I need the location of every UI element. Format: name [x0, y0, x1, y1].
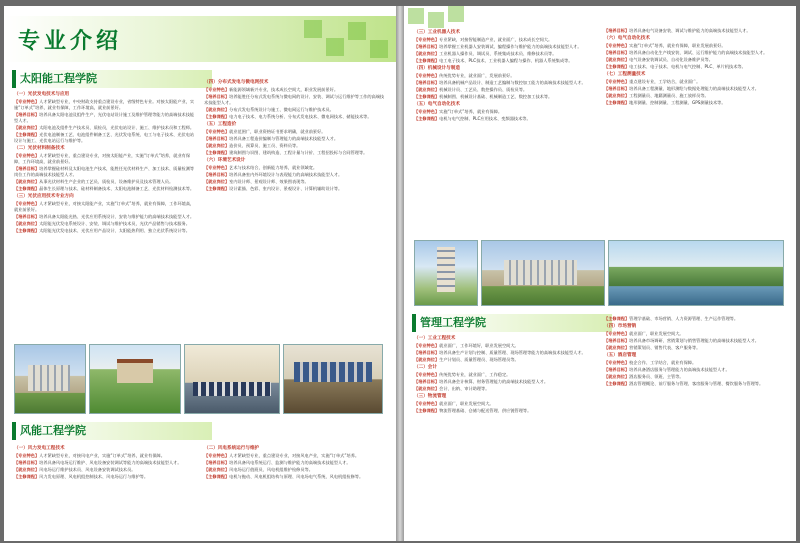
paragraph-text: 培养具备室内外环境设计与表现能力的高端技术技能型人才。	[229, 172, 343, 177]
paragraph-label: 【专业特色】	[204, 165, 230, 170]
paragraph-label: 【专业特色】	[414, 73, 440, 78]
paragraph-text: 电气设备安装调试员、自动化设备维护员等。	[629, 57, 713, 62]
deco-square	[326, 38, 344, 56]
major-subheading: （一）光伏发电技术与应用	[14, 92, 70, 97]
paragraph-text: 电工电子技术、PLC技术、工业机器人编程与操作、机器人系统集成等。	[439, 58, 573, 63]
major-paragraph	[414, 44, 596, 50]
paragraph-text: 工程测量员、地籍测量员、施工放样员等。	[629, 93, 709, 98]
paragraph-text: 营销策划员、销售代表、客户服务等。	[629, 345, 701, 350]
major-subheading: （三）工业机器人技术	[414, 30, 460, 35]
deco-square	[428, 12, 444, 28]
paragraph-label: 【专业特色】	[414, 401, 440, 406]
paragraph-label: 【培养目标】	[414, 80, 440, 85]
paragraph-text: 工业机器人操作员、调试员、系统集成技术员、维修技术员等。	[439, 51, 557, 56]
major-paragraph	[414, 80, 596, 86]
major-paragraph	[204, 460, 386, 466]
major-paragraph	[204, 165, 386, 171]
major-subheading: （四）市场营销	[604, 324, 637, 329]
paragraph-label: 【就业岗位】	[604, 374, 630, 379]
major-subheading: （七）工程测量技术	[604, 72, 646, 77]
campus-building-photo	[481, 240, 605, 306]
paragraph-label: 【专业特色】	[204, 129, 230, 134]
major-paragraph	[204, 150, 386, 156]
wind-column-1	[14, 444, 196, 538]
paragraph-label: 【就业岗位】	[14, 467, 40, 472]
major-paragraph	[414, 350, 596, 356]
paragraph-text: 电机与电气控制、PLC应用技术、变频器技术等。	[439, 116, 531, 121]
paragraph-label: 【培养目标】	[14, 460, 40, 465]
major-paragraph	[204, 453, 386, 459]
right-upper-column-1	[414, 28, 596, 236]
paragraph-label: 【主修课程】	[604, 316, 630, 321]
major-paragraph	[14, 467, 196, 473]
paragraph-label: 【主修课程】	[14, 228, 40, 233]
major-paragraph	[604, 374, 786, 380]
paragraph-label: 【培养目标】	[604, 338, 630, 343]
left-page	[4, 6, 396, 541]
paragraph-text: 校企合作、工学结合，就业有保障。	[629, 360, 697, 365]
paragraph-label: 【就业岗位】	[14, 221, 40, 226]
major-paragraph	[414, 372, 596, 378]
paragraph-text: 光伏电池制备工艺、电池组件制备工艺、光伏发电系统、电工与电子技术、光伏电站设计与施工、光伏电站运行与维护等。	[14, 132, 195, 143]
paragraph-label: 【培养目标】	[414, 44, 440, 49]
paragraph-label: 【专业特色】	[604, 79, 630, 84]
paragraph-text: 培养具备工程测量、地形测绘与数据处理能力的高端技术技能型人才。	[629, 86, 759, 91]
paragraph-text: 会计、出纳、审计助理等。	[439, 386, 490, 391]
major-paragraph	[204, 474, 386, 480]
paragraph-text: 实施“订单式”培养，就业有保障，职业发展前景好。	[629, 43, 726, 48]
major-subheading: （五）酒店管理	[604, 353, 637, 358]
paragraph-label: 【主修课程】	[14, 186, 40, 191]
major-paragraph	[14, 228, 196, 234]
management-column-2	[604, 316, 786, 538]
paragraph-label: 【培养目标】	[604, 86, 630, 91]
major-paragraph	[414, 408, 596, 414]
paragraph-label: 【培养目标】	[14, 214, 40, 219]
classroom-photo	[184, 344, 280, 414]
paragraph-text: 人才紧缺型专业，重点建设专业，对接风电产业，实施“订单式”培养。	[229, 453, 360, 458]
major-paragraph	[414, 51, 596, 57]
paragraph-label: 【主修课程】	[14, 474, 40, 479]
paragraph-text: 培养掌握工业机器人安装调试、编程操作与维护能力的高端技术技能型人才。	[439, 44, 582, 49]
paragraph-text: 酒店服务员、领班、主管等。	[629, 374, 684, 379]
section-heading-solar	[12, 70, 212, 88]
paragraph-text: 风力发电原理、风电机组控制技术、风电场运行与维护等。	[39, 474, 149, 479]
paragraph-label: 【主修课程】	[414, 408, 440, 413]
paragraph-text: 培养具备太阳电池及组件生产，光伏电站设计施工及维护管理等能力的高端技术技能型人才。	[14, 112, 195, 123]
major-paragraph	[414, 37, 596, 43]
deco-square	[408, 8, 424, 24]
paragraph-label: 【就业岗位】	[204, 467, 230, 472]
paragraph-text: 培养具备电气设备安装、调试与维护能力的高端技术技能型人才。	[629, 28, 751, 33]
paragraph-text: 就业面广，职业发展空间大。	[439, 401, 494, 406]
paragraph-label: 【专业特色】	[14, 453, 40, 458]
major-paragraph	[14, 166, 196, 178]
section-heading-wind	[12, 422, 212, 440]
major-paragraph	[14, 132, 196, 144]
major-paragraph	[14, 125, 196, 131]
paragraph-text: 管理学基础、市场营销、人力资源管理、生产运作管理等。	[629, 316, 739, 321]
campus-photo-strip-2	[414, 240, 786, 306]
section-heading-text: 太阳能工程学院	[20, 72, 97, 85]
paragraph-label: 【就业岗位】	[204, 143, 230, 148]
major-paragraph	[14, 221, 196, 227]
paragraph-label: 【培养目标】	[204, 172, 230, 177]
paragraph-label: 【就业岗位】	[204, 107, 230, 112]
paragraph-text: 分布式发电系统设计与施工、微电网运行与维护技术员。	[229, 107, 334, 112]
paragraph-label: 【培养目标】	[204, 136, 230, 141]
major-paragraph	[604, 100, 786, 106]
major-paragraph	[604, 316, 786, 322]
garden-photo	[89, 344, 181, 414]
major-paragraph	[414, 94, 596, 100]
major-paragraph	[604, 79, 786, 85]
paragraph-label: 【专业特色】	[604, 43, 630, 48]
paragraph-label: 【就业岗位】	[14, 125, 40, 130]
paragraph-text: 就业范围广，职业资格证书要求明确，就业前景好。	[229, 129, 326, 134]
paragraph-text: 培养具备酒店服务与管理能力的高端技术技能型人才。	[629, 367, 730, 372]
major-subheading: （一）风力发电工程技术	[14, 446, 65, 451]
right-deco-band	[404, 6, 796, 30]
paragraph-text: 风电场运行值班员、风电机组维护检修员等。	[229, 467, 313, 472]
major-paragraph	[414, 109, 596, 115]
major-paragraph	[604, 43, 786, 49]
major-paragraph	[604, 381, 786, 387]
laboratory-photo	[283, 344, 383, 414]
paragraph-label: 【专业特色】	[14, 153, 40, 158]
paragraph-text: 从事光伏材料生产企业的工艺员、质检员、设备维护员及技术管理人员。	[39, 179, 174, 184]
paragraph-text: 培养能胜任分布式发电系统与微电网的设计、安装、调试与运行维护等工作的高端技术技能型人才。	[204, 94, 385, 105]
paragraph-label: 【培养目标】	[604, 50, 630, 55]
paragraph-text: 培养具备机械产品设计、制造工艺编制与数控加工能力的高端技术技能型人才。	[439, 80, 586, 85]
paragraph-label: 【就业岗位】	[414, 357, 440, 362]
paragraph-label: 【培养目标】	[14, 166, 40, 171]
paragraph-label: 【就业岗位】	[414, 87, 440, 92]
paragraph-label: 【专业特色】	[14, 201, 40, 206]
building-photo	[14, 344, 86, 414]
deco-square	[348, 22, 366, 40]
major-subheading: （五）电气自动化技术	[414, 102, 460, 107]
major-paragraph	[14, 474, 196, 480]
paragraph-text: 培养具备市场调研、营销策划与销售管理能力的高端技术技能型人才。	[629, 338, 759, 343]
paragraph-text: 培养具备风电场运行维护、风电设备安装调试等能力的高端技术技能型人才。	[39, 460, 182, 465]
paragraph-label: 【就业岗位】	[604, 57, 630, 62]
paragraph-label: 【就业岗位】	[604, 93, 630, 98]
paragraph-label: 【就业岗位】	[604, 345, 630, 350]
paragraph-text: 电机与拖动、风电机组结构与原理、风电场电气系统、风电机组检修等。	[229, 474, 364, 479]
paragraph-label: 【主修课程】	[604, 64, 630, 69]
paragraph-label: 【专业特色】	[414, 109, 440, 114]
paragraph-label: 【主修课程】	[204, 474, 230, 479]
paragraph-text: 培养掌握硅材料及太阳电池生产技术，能胜任光伏材料生产、加工技术、质量检测等岗位工作的高端技术技能型人才。	[14, 166, 195, 177]
paragraph-label: 【就业岗位】	[204, 179, 230, 184]
paragraph-label: 【培养目标】	[414, 350, 440, 355]
paragraph-text: 新能源领域新兴专业，技术成长空间大，职业发展前景好。	[229, 87, 339, 92]
paragraph-label: 【专业特色】	[414, 343, 440, 348]
major-paragraph	[14, 112, 196, 124]
major-subheading: （三）光伏应用技术专业方向	[14, 194, 74, 199]
major-paragraph	[414, 401, 596, 407]
major-paragraph	[204, 179, 386, 185]
major-subheading: （二）风电系统运行与维护	[204, 446, 260, 451]
paragraph-label: 【培养目标】	[204, 460, 230, 465]
right-page	[404, 6, 796, 541]
major-paragraph	[604, 331, 786, 337]
paragraph-text: 酒店管理概论、前厅服务与管理、客房服务与管理、餐饮服务与管理等。	[629, 381, 764, 386]
page-gutter	[396, 6, 404, 541]
paragraph-label: 【主修课程】	[604, 381, 630, 386]
paragraph-label: 【专业特色】	[604, 331, 630, 336]
paragraph-label: 【培养目标】	[204, 94, 230, 99]
tower-building-photo	[414, 240, 478, 306]
paragraph-label: 【主修课程】	[414, 116, 440, 121]
paragraph-text: 培养具备生产计划与控制、质量管理、现场管理等能力的高端技术技能型人才。	[439, 350, 586, 355]
major-paragraph	[604, 338, 786, 344]
major-paragraph	[204, 136, 386, 142]
paragraph-text: 传统优势专业，就业面广，发展前景好。	[439, 73, 515, 78]
major-paragraph	[14, 179, 196, 185]
major-paragraph	[604, 86, 786, 92]
paragraph-text: 人才紧缺型专业，对接风电产业，实施“订单式”培养，就业有保障。	[39, 453, 165, 458]
major-paragraph	[604, 28, 786, 34]
paragraph-label: 【专业特色】	[414, 37, 440, 42]
major-paragraph	[204, 87, 386, 93]
paragraph-label: 【主修课程】	[204, 150, 230, 155]
major-paragraph	[414, 386, 596, 392]
deco-square	[448, 6, 464, 22]
management-column-1	[414, 334, 596, 538]
paragraph-text: 机械设计员、工艺员、数控操作员、质检员等。	[439, 87, 528, 92]
campus-pond-photo	[608, 240, 784, 306]
major-subheading: （三）物流管理	[414, 394, 447, 399]
major-subheading: （四）分布式发电与微电网技术	[204, 80, 269, 85]
major-subheading: （四）机械设计与制造	[414, 66, 460, 71]
paragraph-text: 太阳电池及组件生产技术员、质检员，光伏电站设计、施工、维护技术员和工程师。	[39, 125, 195, 130]
major-subheading: （二）光伏材料制备技术	[14, 146, 65, 151]
paragraph-text: 重点建设专业，工学结合，就业面广。	[629, 79, 701, 84]
paragraph-text: 培养具备工程造价编制与管理能力的高端技术技能型人才。	[229, 136, 339, 141]
major-subheading: （一）工业工程技术	[414, 336, 456, 341]
paragraph-text: 专业紧缺，对接智能制造产业，就业面广，技术成长空间大。	[439, 37, 553, 42]
paragraph-text: 太阳能光伏发电技术、光伏应用产品设计、太阳能热利用、独立光伏系统设计等。	[39, 228, 190, 233]
major-paragraph	[204, 186, 386, 192]
major-paragraph	[414, 87, 596, 93]
paragraph-label: 【就业岗位】	[414, 386, 440, 391]
major-paragraph	[14, 99, 196, 111]
solar-column-1	[14, 90, 196, 336]
major-paragraph	[204, 94, 386, 106]
paragraph-text: 实施“订单式”培养，就业有保障。	[439, 109, 503, 114]
paragraph-text: 电工技术、电子技术、电机与电气控制、PLC、单片机技术等。	[629, 64, 746, 69]
paragraph-text: 地形测量、控制测量、工程测量、GPS测量技术等。	[629, 100, 726, 105]
paragraph-text: 艺术与技术结合，创新能力培养，就业领域宽。	[229, 165, 318, 170]
paragraph-label: 【专业特色】	[204, 453, 230, 458]
major-paragraph	[414, 58, 596, 64]
major-paragraph	[204, 467, 386, 473]
right-upper-column-2	[604, 28, 786, 236]
paragraph-text: 生产计划员、质量管理员、现场管理员等。	[439, 357, 519, 362]
major-paragraph	[414, 343, 596, 349]
paragraph-text: 人才紧缺型专业，中央财政支持重点建设专业，省级特色专业。对接太阳能产业，实施“订单式”培养，就业有保障，工作环境高，就业前景好。	[14, 99, 195, 110]
deco-square	[370, 40, 388, 58]
major-paragraph	[204, 114, 386, 120]
paragraph-label: 【培养目标】	[414, 379, 440, 384]
paragraph-text: 电力电子技术、电力系统分析、分布式发电技术、微电网技术、储能技术等。	[229, 114, 372, 119]
major-paragraph	[204, 129, 386, 135]
major-paragraph	[14, 453, 196, 459]
paragraph-text: 培养具备会计核算、财务管理能力的高端技术技能型人才。	[439, 379, 549, 384]
paragraph-label: 【主修课程】	[604, 100, 630, 105]
paragraph-text: 传统优势专业，就业面广，工作稳定。	[439, 372, 511, 377]
paragraph-label: 【专业特色】	[204, 87, 230, 92]
major-paragraph	[14, 186, 196, 192]
paragraph-text: 造价员、预算员、施工员、资料员等。	[229, 143, 301, 148]
major-paragraph	[14, 201, 196, 213]
paragraph-label: 【专业特色】	[414, 372, 440, 377]
major-subheading: （二）会计	[414, 365, 437, 370]
paragraph-label: 【主修课程】	[414, 94, 440, 99]
major-paragraph	[204, 107, 386, 113]
major-paragraph	[414, 357, 596, 363]
major-paragraph	[604, 360, 786, 366]
major-paragraph	[604, 57, 786, 63]
paragraph-label: 【就业岗位】	[14, 179, 40, 184]
paragraph-text: 物流管理基础、仓储与配送管理、供应链管理等。	[439, 408, 532, 413]
paragraph-label: 【培养目标】	[604, 367, 630, 372]
solar-column-2	[204, 78, 386, 336]
paragraph-text: 培养具备风电系统运行、监测与维护能力的高端技术技能型人才。	[229, 460, 351, 465]
major-paragraph	[414, 116, 596, 122]
major-paragraph	[204, 143, 386, 149]
major-subheading: （六）电气自动化技术	[604, 36, 650, 41]
page-title: 专业介绍	[18, 28, 123, 54]
paragraph-text: 培养具备太阳能光热、光伏应用系统设计、安装与维护能力的高端技术技能型人才。	[39, 214, 195, 219]
major-paragraph	[604, 64, 786, 70]
paragraph-text: 风电场运行维护技术员、风电设备安装调试技术员。	[39, 467, 136, 472]
paragraph-text: 就业面广，职业发展空间大。	[629, 331, 684, 336]
paragraph-label: 【主修课程】	[204, 186, 230, 191]
major-paragraph	[414, 379, 596, 385]
paragraph-label: 【主修课程】	[414, 58, 440, 63]
major-paragraph	[14, 460, 196, 466]
paragraph-text: 晶体生长原理与技术、硅材料制备技术、太阳电池制备工艺、光伏材料检测技术等。	[39, 186, 195, 191]
paragraph-label: 【主修课程】	[14, 132, 40, 137]
paragraph-label: 【就业岗位】	[414, 51, 440, 56]
section-heading-management	[412, 314, 612, 332]
paragraph-label: 【专业特色】	[604, 360, 630, 365]
paragraph-label: 【培养目标】	[14, 112, 40, 117]
paragraph-text: 培养具备自动化生产线安装、调试、运行维护能力的高端技术技能型人才。	[629, 50, 768, 55]
deco-square	[304, 20, 322, 38]
paragraph-text: 人才紧缺型专业，重点建设专业，对接太阳能产业，实施“订单式”培养，就业有保障，工作环境高，就业前景好。	[14, 153, 191, 164]
major-paragraph	[604, 50, 786, 56]
major-subheading: （五）工程造价	[204, 122, 237, 127]
paragraph-text: 人才紧缺型专业，对接太阳能产业，实施“订单式”培养，就业有保障，工作环境高，就业前景好。	[14, 201, 195, 212]
paragraph-text: 机械制图、机械设计基础、机械制造工艺、数控加工技术等。	[439, 94, 553, 99]
campus-photo-strip	[14, 344, 386, 414]
paragraph-text: 就业面广，工作环境好，职业发展空间大。	[439, 343, 519, 348]
major-paragraph	[604, 367, 786, 373]
paragraph-label: 【主修课程】	[204, 114, 230, 119]
paragraph-label: 【培养目标】	[604, 28, 630, 33]
section-heading-text: 管理工程学院	[420, 316, 486, 329]
major-paragraph	[14, 214, 196, 220]
paragraph-text: 太阳能光伏发电系统设计、安装、调试与维护技术员，光伏产品销售与技术服务。	[39, 221, 190, 226]
paragraph-text: 室内设计师、景观设计师、效果图表现等。	[229, 179, 309, 184]
section-heading-text: 风能工程学院	[20, 424, 86, 437]
major-paragraph	[604, 93, 786, 99]
major-paragraph	[204, 172, 386, 178]
paragraph-label: 【专业特色】	[14, 99, 40, 104]
major-paragraph	[414, 73, 596, 79]
wind-column-2	[204, 444, 386, 538]
paragraph-text: 设计素描、色彩、室内设计、景观设计、计算机辅助设计等。	[229, 186, 343, 191]
paragraph-text: 建筑制图与识图、建筑构造、工程计量与计价、工程招投标与合同管理等。	[229, 150, 368, 155]
major-paragraph	[14, 153, 196, 165]
major-subheading: （六）环境艺术设计	[204, 158, 246, 163]
major-paragraph	[604, 345, 786, 351]
